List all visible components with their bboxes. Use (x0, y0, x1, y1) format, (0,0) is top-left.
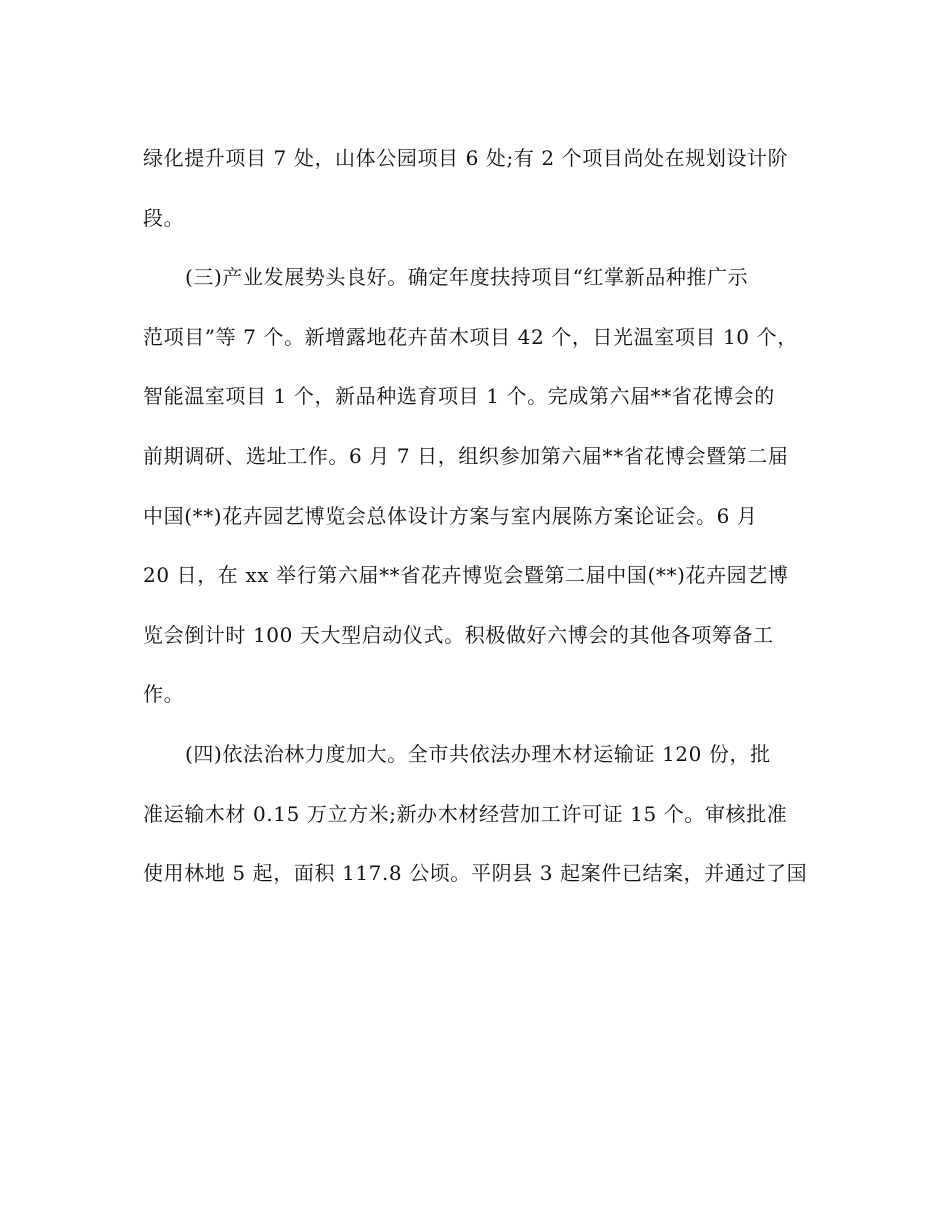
text-line: 前期调研、选址工作。6 月 7 日，组织参加第六届**省花博会暨第二届 (143, 443, 789, 468)
text-line: 绿化提升项目 7 处，山体公园项目 6 处;有 2 个项目尚处在规划设计阶 (143, 146, 789, 170)
text-line: 智能温室项目 1 个，新品种选育项目 1 个。完成第六届**省花博会的 (143, 384, 775, 409)
text-line: 中国(**)花卉园艺博览会总体设计方案与室内展陈方案论证会。6 月 (143, 503, 758, 528)
paragraph-start-line: (三)产业发展势头良好。确定年度扶持项目“红掌新品种推广示 (185, 265, 749, 290)
text-line: 段。 (143, 205, 185, 230)
text-line: 览会倒计时 100 天大型启动仪式。积极做好六博会的其他各项筹备工 (143, 622, 774, 647)
document-body (143, 140, 811, 915)
text-line: 20 日，在 xx 举行第六届**省花卉博览会暨第二届中国(**)花卉园艺博 (143, 563, 789, 588)
paragraph-start-line: (四)依法治林力度加大。全市共依法办理木材运输证 120 份，批 (185, 741, 771, 766)
text-line: 范项目”等 7 个。新增露地花卉苗木项目 42 个，日光温室项目 10 个， (143, 324, 798, 349)
text-line: 准运输木材 0.15 万立方米;新办木材经营加工许可证 15 个。审核批准 (143, 801, 788, 826)
text-line: 使用林地 5 起，面积 117.8 公顷。平阴县 3 起案件已结案，并通过了国 (143, 861, 808, 886)
text-line: 作。 (143, 682, 185, 707)
